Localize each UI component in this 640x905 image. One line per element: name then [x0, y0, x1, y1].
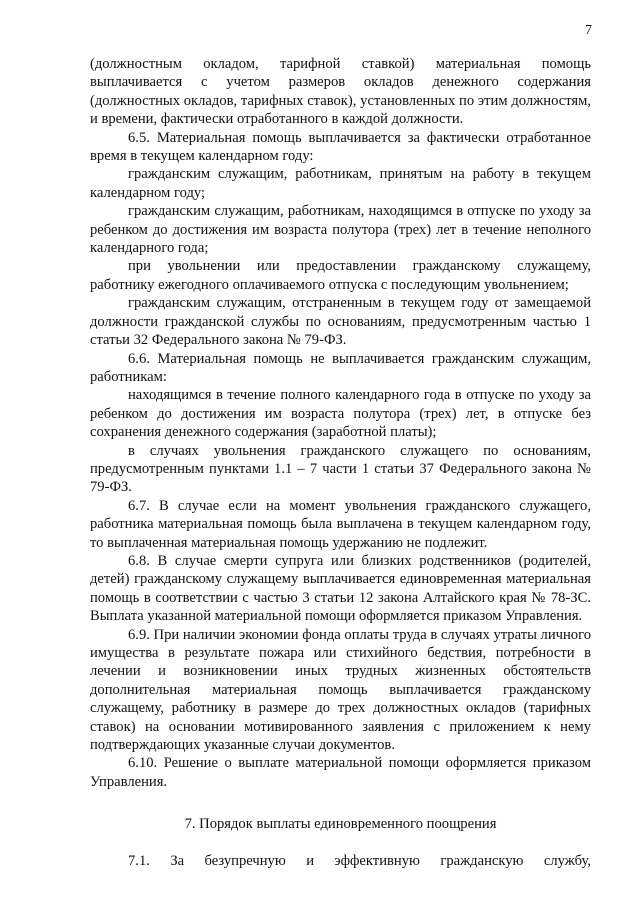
document-paragraph: 6.7. В случае если на момент увольнения гражданского служащего, работника материальная помощь была выплачена в текущем календарном году, то выплаченная материальная помощь удержанию не подлежит. — [90, 497, 591, 551]
section-heading: 7. Порядок выплаты единовременного поощрения — [184, 816, 497, 833]
document-paragraph: (должностным окладом, тарифной ставкой) материальная помощь выплачивается с учетом размеров окладов денежного содержания (должностных окладов, тарифных ставок), установленных по этим должностям, и времени, фактически отработанного в каждой должности. — [90, 56, 591, 128]
document-paragraph: 6.6. Материальная помощь не выплачивается гражданским служащим, работникам: — [90, 350, 591, 385]
page-number: 7 — [585, 23, 592, 38]
paragraphs-after-heading — [90, 852, 591, 870]
paragraphs-before-heading — [90, 55, 591, 791]
document-paragraph: в случаях увольнения гражданского служащего по основаниям, предусмотренным пунктами 1.1 – 7 части 1 статьи 37 Федерального закона № 79-ФЗ. — [90, 442, 591, 496]
document-paragraph: 6.5. Материальная помощь выплачивается за фактически отработанное время в текущем календарном году: — [90, 129, 591, 165]
document-paragraph: 6.10. Решение о выплате материальной помощи оформляется приказом Управления. — [90, 755, 591, 790]
document-body — [90, 55, 591, 870]
document-paragraph: гражданским служащим, отстраненным в текущем году от замещаемой должности гражданской службы по основаниям, предусмотренным частью 1 статьи 32 Федерального закона № 79-ФЗ. — [90, 295, 591, 349]
document-paragraph: находящимся в течение полного календарного года в отпуске по уходу за ребенком до достижения им возраста полутора (трех) лет, в отпуске без сохранения денежного содержания (заработной платы); — [90, 387, 591, 441]
document-paragraph: 6.8. В случае смерти супруга или близких родственников (родителей, детей) гражданскому служащему выплачивается единовременная материальная помощь в соответствии с частью 3 статьи 12 закона Алтайского края № 78-ЗС. Выплата указанной материальной помощи оформляется приказом Управления. — [90, 552, 591, 625]
document-paragraph: 6.9. При наличии экономии фонда оплаты труда в случаях утраты личного имущества в результате пожара или стихийного бедствия, потребности в лечении и возникновении иных трудных жизненных обстоятельств дополнительная материальная помощь выплачивается гражданскому служащему, работнику в размере до трех должностных окладов (тарифных ставок) на основании мотивированного заявления с приложением к нему подтверждающих указанные случаи документов. — [90, 626, 591, 754]
document-paragraph: 7.1. За безупречную и эффективную гражданскую службу, — [128, 852, 591, 869]
document-paragraph: при увольнении или предоставлении гражданскому служащему, работнику ежегодного оплачиваемого отпуска с последующим увольнением; — [90, 258, 591, 293]
document-paragraph: гражданским служащим, работникам, принятым на работу в текущем календарном году; — [90, 166, 591, 201]
document-paragraph: гражданским служащим, работникам, находящимся в отпуске по уходу за ребенком до достижения им возраста полутора (трех) лет в течение неполного календарного года; — [90, 203, 591, 257]
